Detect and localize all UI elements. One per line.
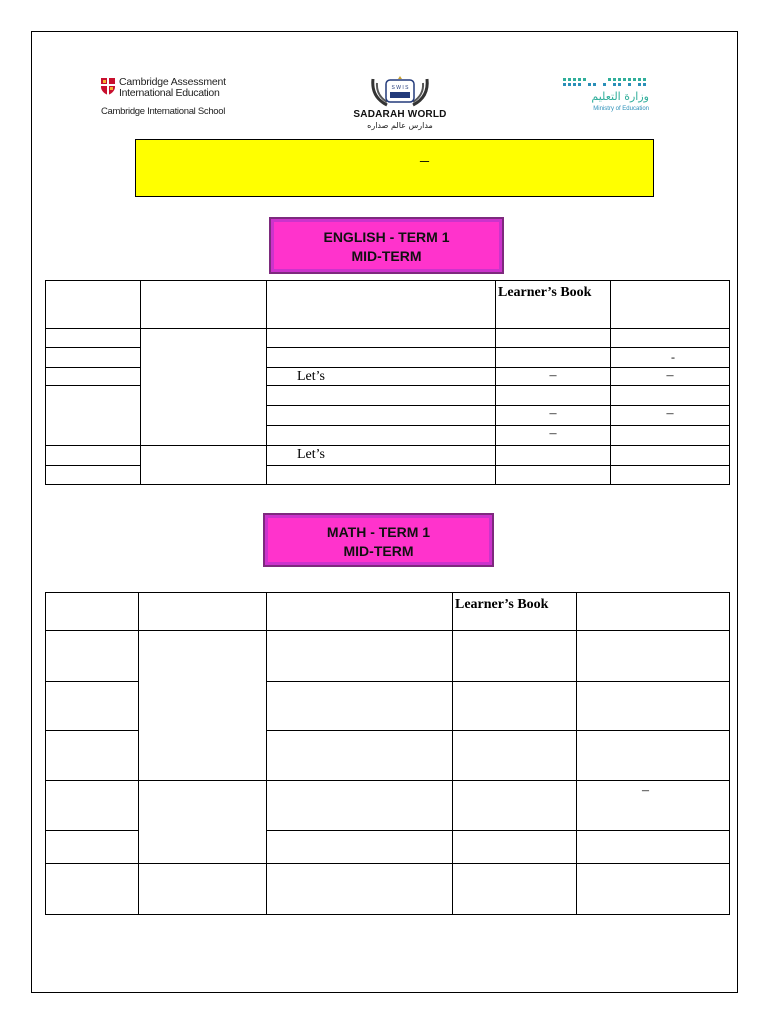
emblem-text: S W I S [391,85,409,91]
table-row: – [46,426,730,446]
merged-cell [139,781,267,864]
header-learners-book: Learner’s Book [453,593,577,631]
cambridge-line3: Cambridge International School [101,106,226,117]
table-row: Let’s – – [46,368,730,386]
english-title-line2: MID-TERM [351,248,422,264]
banner-text: – [420,150,429,170]
ministry-name-arabic: وزارة التعليم [591,90,649,103]
merged-cell [141,329,267,446]
cambridge-shield-icon [101,78,115,95]
math-section-header [263,513,494,567]
merged-cell [46,386,141,446]
ministry-name-english: Ministry of Education [593,106,649,112]
table-row [46,631,730,682]
math-title-line1: MATH - TERM 1 [326,524,431,540]
table-row: - [46,348,730,368]
table-header-row [46,281,730,329]
ministry-logo [561,77,653,117]
table-row [46,864,730,915]
table-row: – [46,781,730,831]
table-row: Let’s [46,446,730,466]
cambridge-line1: Cambridge Assessment [119,76,226,88]
header-learners-book: Learner’s Book [496,281,611,329]
table-header-row [46,593,730,631]
cambridge-logo [101,76,241,122]
ministry-pattern-icon [563,77,649,89]
merged-cell [139,631,267,781]
english-section-header [269,217,504,274]
table-row [46,329,730,348]
english-table [45,280,730,485]
school-name-arabic: مدارس عالم صداره [367,121,433,130]
title-banner [135,139,654,197]
merged-cell [141,446,267,485]
math-title-line2: MID-TERM [343,543,414,559]
english-title-line1: ENGLISH - TERM 1 [323,229,450,245]
table-row: – – [46,406,730,426]
cambridge-line2: International Education [119,87,220,99]
school-emblem-icon [367,75,433,109]
sadarah-world-logo [340,75,460,137]
school-name: SADARAH WORLD [353,109,447,120]
math-table [45,592,730,915]
